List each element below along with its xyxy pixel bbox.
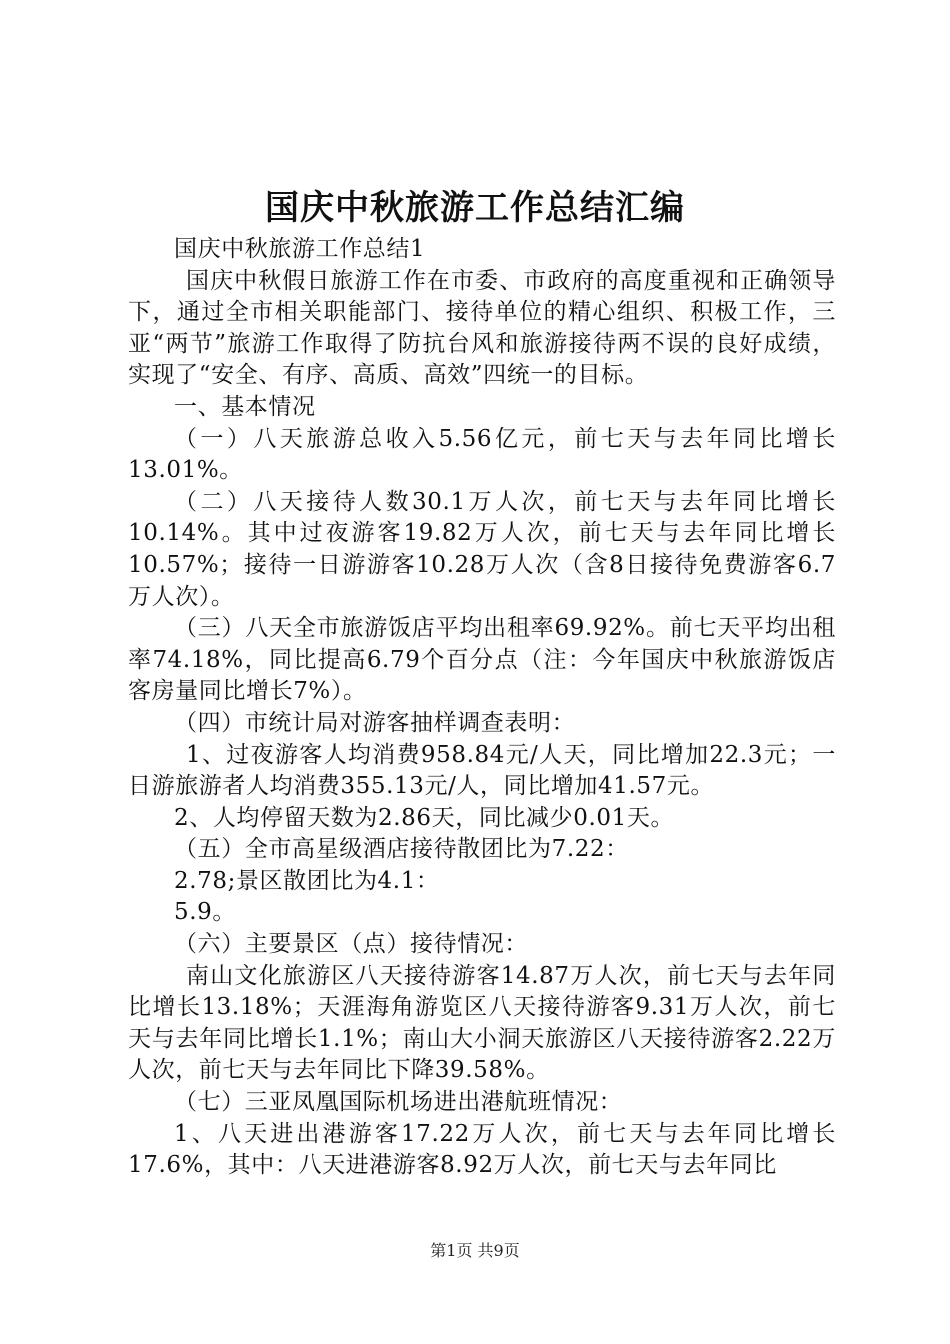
scenic-paragraph: 南山文化旅游区八天接待游客14.87万人次，前七天与去年同比增长13.18%；天涯海角游览区八天接待游客9.31万人次，前七天与去年同比增长1.1%；南山大小洞天旅游区八天接待游客2.22万人次，前七天与去年同比下降39.58%。 bbox=[128, 962, 836, 1084]
document-body bbox=[128, 234, 836, 1182]
airport-paragraph: 1、八天进出港游客17.22万人次，前七天与去年同比增长17.6%，其中：八天进港游客8.92万人次，前七天与去年同比 bbox=[128, 1120, 836, 1179]
page-indicator: 第1页 共9页 bbox=[430, 1241, 520, 1260]
revenue-paragraph: （一）八天旅游总收入5.56亿元，前七天与去年同比增长13.01%。 bbox=[128, 425, 836, 484]
section-heading: 国庆中秋旅游工作总结1 bbox=[174, 236, 426, 262]
ratio-value-paragraph: 5.9。 bbox=[174, 899, 236, 926]
hotel-ratio-paragraph: （五）全市高星级酒店接待散团比为7.22： bbox=[174, 836, 629, 863]
stay-days-paragraph: 2、人均停留天数为2.86天，同比减少0.01天。 bbox=[174, 804, 675, 831]
basic-situation-heading: 一、基本情况 bbox=[174, 393, 316, 420]
scenic-heading: （六）主要景区（点）接待情况： bbox=[174, 931, 528, 958]
hotel-occupancy-paragraph: （三）八天全市旅游饭店平均出租率69.92%。前七天平均出租率74.18%，同比提高6.79个百分点（注：今年国庆中秋旅游饭店客房量同比增长7%）。 bbox=[128, 615, 836, 705]
intro-paragraph: 国庆中秋假日旅游工作在市委、市政府的高度重视和正确领导下，通过全市相关职能部门、接待单位的精心组织、积极工作，三亚“两节”旅游工作取得了防抗台风和旅游接待两不误的良好成绩，实现了“安全、有序、高质、高效”四统一的目标。 bbox=[128, 267, 836, 389]
spending-paragraph: 1、过夜游客人均消费958.84元/人天，同比增加22.3元；一日游旅游者人均消费355.13元/人，同比增加41.57元。 bbox=[128, 741, 836, 800]
document-title: 国庆中秋旅游工作总结汇编 bbox=[265, 188, 685, 228]
airport-heading: （七）三亚凤凰国际机场进出港航班情况： bbox=[174, 1089, 623, 1116]
survey-heading: （四）市统计局对游客抽样调查表明： bbox=[174, 709, 576, 736]
scenic-ratio-paragraph: 2.78;景区散团比为4.1： bbox=[174, 867, 440, 894]
visitors-paragraph: （二）八天接待人数30.1万人次，前七天与去年同比增长10.14%。其中过夜游客19.82万人次，前七天与去年同比增长10.57%；接待一日游游客10.28万人次（含8日接待免费游客6.7万人次）。 bbox=[128, 488, 836, 610]
